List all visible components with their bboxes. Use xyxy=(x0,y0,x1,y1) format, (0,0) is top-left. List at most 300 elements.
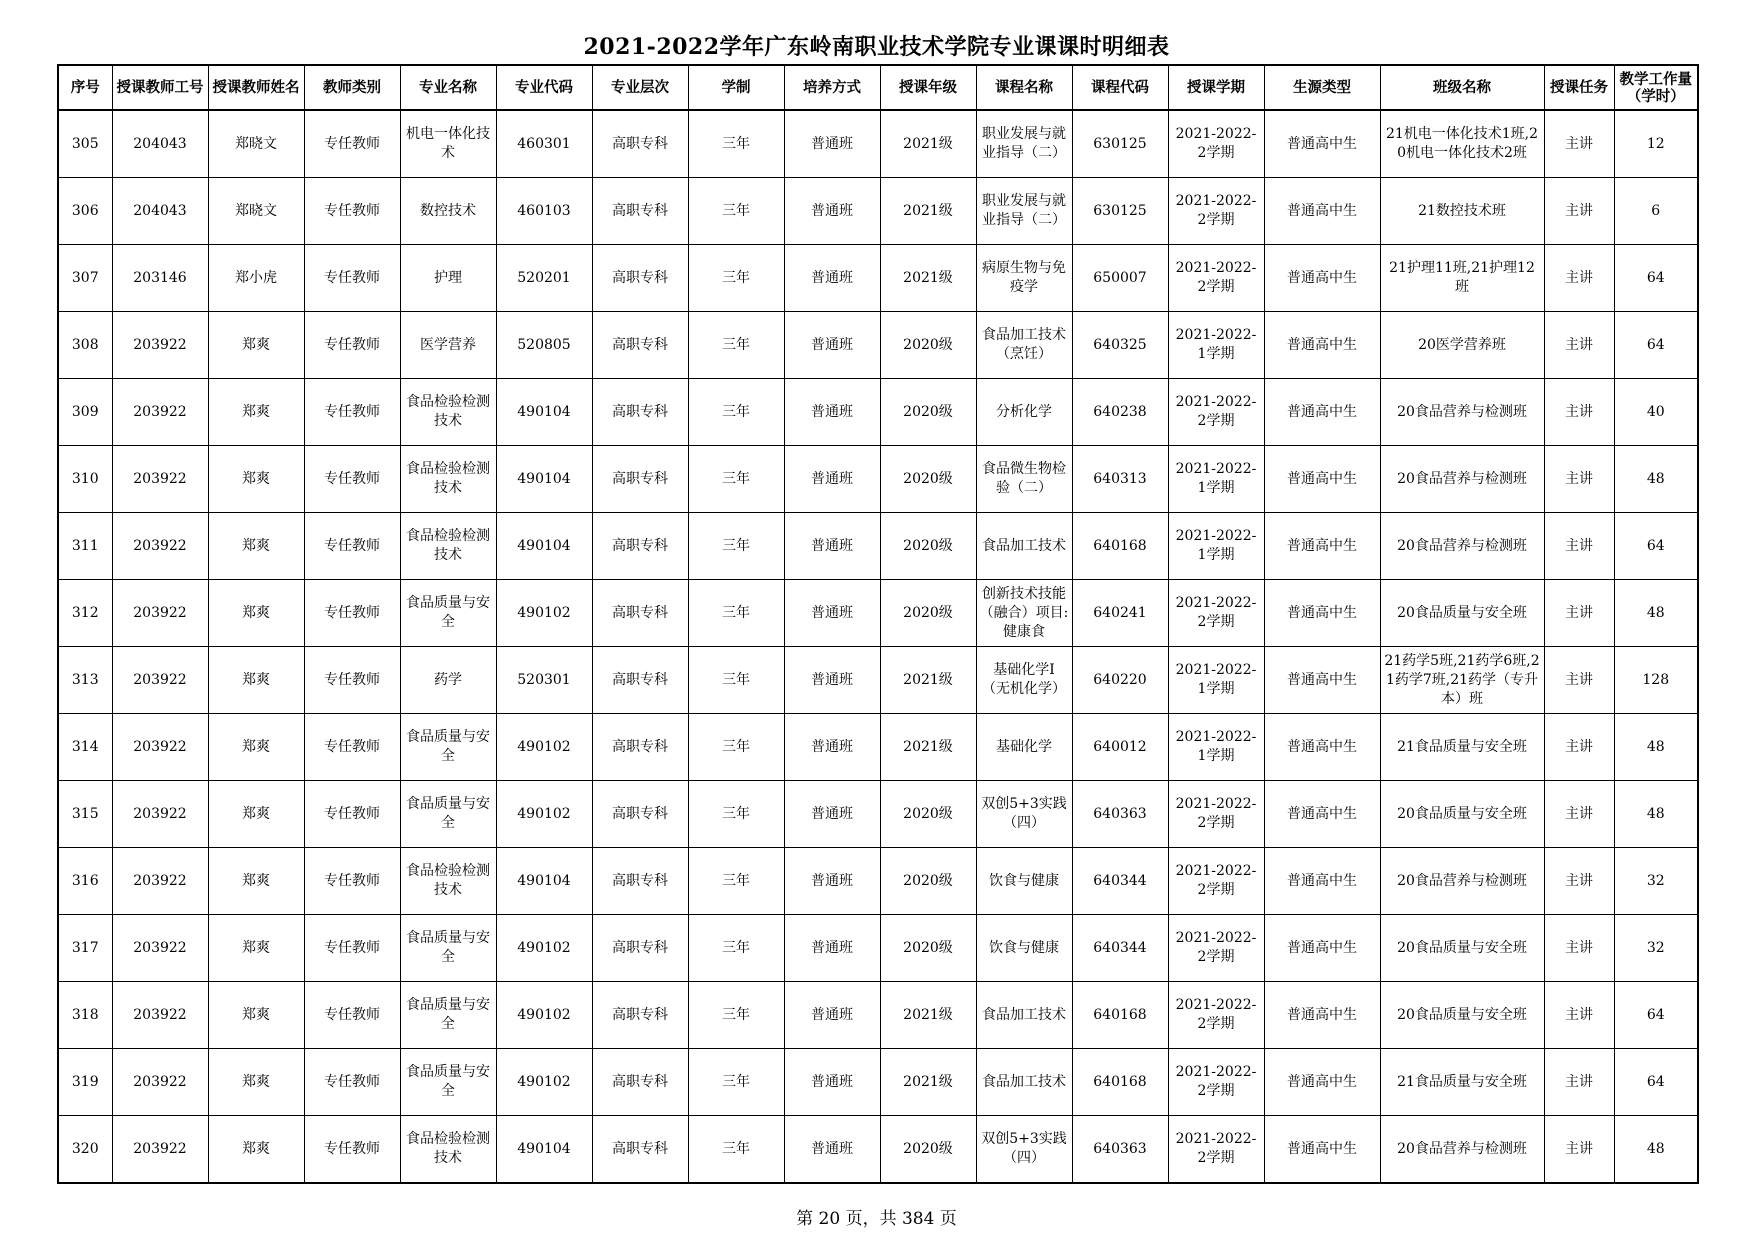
table-cell: 普通高中生 xyxy=(1264,178,1380,245)
table-cell: 2020级 xyxy=(880,1116,976,1184)
table-cell: 2021级 xyxy=(880,714,976,781)
table-cell: 203922 xyxy=(112,982,208,1049)
column-header: 授课年级 xyxy=(880,65,976,110)
table-cell: 640344 xyxy=(1072,848,1168,915)
table-cell: 食品质量与安全 xyxy=(400,982,496,1049)
table-cell: 郑爽 xyxy=(208,982,304,1049)
table-cell: 高职专科 xyxy=(592,1049,688,1116)
column-header: 生源类型 xyxy=(1264,65,1380,110)
table-cell: 309 xyxy=(58,379,112,446)
table-cell: 专任教师 xyxy=(304,848,400,915)
table-cell: 普通班 xyxy=(784,848,880,915)
table-cell: 高职专科 xyxy=(592,379,688,446)
table-cell: 职业发展与就业指导（二） xyxy=(976,110,1072,178)
table-cell: 专任教师 xyxy=(304,178,400,245)
table-cell: 三年 xyxy=(688,110,784,178)
table-cell: 普通高中生 xyxy=(1264,245,1380,312)
table-cell: 2021-2022-2学期 xyxy=(1168,1049,1264,1116)
table-cell: 专任教师 xyxy=(304,580,400,647)
table-cell: 专任教师 xyxy=(304,714,400,781)
table-cell: 食品加工技术 xyxy=(976,513,1072,580)
table-cell: 高职专科 xyxy=(592,245,688,312)
table-cell: 普通高中生 xyxy=(1264,580,1380,647)
table-cell: 三年 xyxy=(688,580,784,647)
table-cell: 640325 xyxy=(1072,312,1168,379)
table-cell: 490104 xyxy=(496,848,592,915)
table-cell: 高职专科 xyxy=(592,714,688,781)
table-header-row xyxy=(58,65,1698,110)
table-cell: 490104 xyxy=(496,513,592,580)
table-cell: 郑爽 xyxy=(208,781,304,848)
table-cell: 490102 xyxy=(496,580,592,647)
column-header: 授课学期 xyxy=(1168,65,1264,110)
table-cell: 203922 xyxy=(112,1116,208,1184)
table-cell: 21药学5班,21药学6班,21药学7班,21药学（专升本）班 xyxy=(1380,647,1544,714)
table-cell: 640238 xyxy=(1072,379,1168,446)
table-cell: 基础化学 xyxy=(976,714,1072,781)
table-cell: 305 xyxy=(58,110,112,178)
table-cell: 630125 xyxy=(1072,110,1168,178)
table-cell: 313 xyxy=(58,647,112,714)
table-cell: 2021-2022-2学期 xyxy=(1168,110,1264,178)
table-cell: 普通班 xyxy=(784,1049,880,1116)
table-cell: 2021-2022-1学期 xyxy=(1168,513,1264,580)
table-cell: 普通高中生 xyxy=(1264,312,1380,379)
table-cell: 650007 xyxy=(1072,245,1168,312)
table-cell: 203922 xyxy=(112,580,208,647)
table-cell: 2021-2022-2学期 xyxy=(1168,245,1264,312)
table-cell: 48 xyxy=(1614,1116,1698,1184)
table-cell: 307 xyxy=(58,245,112,312)
column-header: 序号 xyxy=(58,65,112,110)
table-cell: 食品质量与安全 xyxy=(400,915,496,982)
table-cell: 郑爽 xyxy=(208,446,304,513)
table-cell: 三年 xyxy=(688,446,784,513)
table-cell: 640220 xyxy=(1072,647,1168,714)
table-cell: 专任教师 xyxy=(304,647,400,714)
table-cell: 20食品营养与检测班 xyxy=(1380,513,1544,580)
table-cell: 主讲 xyxy=(1544,848,1614,915)
table-cell: 2021-2022-2学期 xyxy=(1168,982,1264,1049)
table-cell: 主讲 xyxy=(1544,982,1614,1049)
column-header: 授课教师姓名 xyxy=(208,65,304,110)
table-cell: 主讲 xyxy=(1544,580,1614,647)
table-cell: 520805 xyxy=(496,312,592,379)
table-cell: 食品加工技术 xyxy=(976,982,1072,1049)
table-cell: 20食品营养与检测班 xyxy=(1380,446,1544,513)
table-cell: 640241 xyxy=(1072,580,1168,647)
table-cell: 郑爽 xyxy=(208,1116,304,1184)
table-cell: 490102 xyxy=(496,714,592,781)
table-row xyxy=(58,714,1698,781)
page-footer: 第 20 页，共 384 页 xyxy=(796,1209,957,1229)
table-cell: 专任教师 xyxy=(304,312,400,379)
table-cell: 郑爽 xyxy=(208,848,304,915)
table-body xyxy=(58,110,1698,1183)
table-cell: 主讲 xyxy=(1544,379,1614,446)
table-cell: 20食品质量与安全班 xyxy=(1380,781,1544,848)
table-cell: 郑晓文 xyxy=(208,178,304,245)
table-cell: 高职专科 xyxy=(592,647,688,714)
table-cell: 三年 xyxy=(688,245,784,312)
table-cell: 普通班 xyxy=(784,647,880,714)
table-cell: 2021-2022-2学期 xyxy=(1168,580,1264,647)
table-cell: 主讲 xyxy=(1544,110,1614,178)
table-cell: 640012 xyxy=(1072,714,1168,781)
table-cell: 203922 xyxy=(112,781,208,848)
table-cell: 640344 xyxy=(1072,915,1168,982)
table-cell: 食品质量与安全 xyxy=(400,781,496,848)
table-cell: 2020级 xyxy=(880,446,976,513)
table-cell: 48 xyxy=(1614,446,1698,513)
table-cell: 普通高中生 xyxy=(1264,379,1380,446)
table-cell: 20食品营养与检测班 xyxy=(1380,848,1544,915)
table-cell: 高职专科 xyxy=(592,110,688,178)
table-cell: 普通班 xyxy=(784,513,880,580)
table-cell: 三年 xyxy=(688,178,784,245)
table-cell: 490102 xyxy=(496,1049,592,1116)
table-cell: 主讲 xyxy=(1544,245,1614,312)
table-cell: 郑爽 xyxy=(208,1049,304,1116)
table-cell: 2020级 xyxy=(880,312,976,379)
table-cell: 2020级 xyxy=(880,580,976,647)
table-cell: 2021-2022-1学期 xyxy=(1168,312,1264,379)
table-cell: 高职专科 xyxy=(592,1116,688,1184)
table-cell: 病原生物与免疫学 xyxy=(976,245,1072,312)
table-cell: 药学 xyxy=(400,647,496,714)
table-cell: 520201 xyxy=(496,245,592,312)
table-cell: 普通高中生 xyxy=(1264,848,1380,915)
table-cell: 630125 xyxy=(1072,178,1168,245)
table-cell: 食品微生物检验（二） xyxy=(976,446,1072,513)
table-cell: 高职专科 xyxy=(592,312,688,379)
column-header: 班级名称 xyxy=(1380,65,1544,110)
table-cell: 普通班 xyxy=(784,110,880,178)
table-cell: 21护理11班,21护理12班 xyxy=(1380,245,1544,312)
table-cell: 三年 xyxy=(688,312,784,379)
table-cell: 郑晓文 xyxy=(208,110,304,178)
table-cell: 分析化学 xyxy=(976,379,1072,446)
table-cell: 主讲 xyxy=(1544,915,1614,982)
table-cell: 314 xyxy=(58,714,112,781)
table-cell: 203922 xyxy=(112,312,208,379)
table-cell: 普通高中生 xyxy=(1264,781,1380,848)
table-cell: 高职专科 xyxy=(592,848,688,915)
table-cell: 郑爽 xyxy=(208,312,304,379)
table-cell: 32 xyxy=(1614,915,1698,982)
table-cell: 普通高中生 xyxy=(1264,513,1380,580)
table-cell: 490102 xyxy=(496,915,592,982)
table-cell: 饮食与健康 xyxy=(976,848,1072,915)
table-cell: 普通高中生 xyxy=(1264,915,1380,982)
table-cell: 郑小虎 xyxy=(208,245,304,312)
table-cell: 普通班 xyxy=(784,915,880,982)
column-header: 课程代码 xyxy=(1072,65,1168,110)
table-cell: 双创5+3实践（四） xyxy=(976,1116,1072,1184)
table-cell: 2020级 xyxy=(880,848,976,915)
table-cell: 2020级 xyxy=(880,915,976,982)
table-cell: 128 xyxy=(1614,647,1698,714)
table-cell: 48 xyxy=(1614,714,1698,781)
table-cell: 203922 xyxy=(112,513,208,580)
table-cell: 三年 xyxy=(688,513,784,580)
table-cell: 2021-2022-1学期 xyxy=(1168,647,1264,714)
table-cell: 普通高中生 xyxy=(1264,982,1380,1049)
table-cell: 317 xyxy=(58,915,112,982)
table-cell: 520301 xyxy=(496,647,592,714)
column-header: 培养方式 xyxy=(784,65,880,110)
table-cell: 2021级 xyxy=(880,1049,976,1116)
table-row xyxy=(58,110,1698,178)
table-cell: 高职专科 xyxy=(592,513,688,580)
table-cell: 食品检验检测技术 xyxy=(400,1116,496,1184)
table-cell: 48 xyxy=(1614,580,1698,647)
table-cell: 32 xyxy=(1614,848,1698,915)
table-cell: 三年 xyxy=(688,714,784,781)
table-cell: 21食品质量与安全班 xyxy=(1380,714,1544,781)
table-cell: 创新技术技能（融合）项目:健康食 xyxy=(976,580,1072,647)
table-cell: 普通班 xyxy=(784,379,880,446)
column-header: 专业名称 xyxy=(400,65,496,110)
course-hours-table xyxy=(57,64,1699,1184)
table-cell: 203922 xyxy=(112,446,208,513)
table-cell: 普通班 xyxy=(784,446,880,513)
table-cell: 319 xyxy=(58,1049,112,1116)
table-cell: 高职专科 xyxy=(592,446,688,513)
table-cell: 专任教师 xyxy=(304,379,400,446)
table-cell: 6 xyxy=(1614,178,1698,245)
table-cell: 职业发展与就业指导（二） xyxy=(976,178,1072,245)
table-cell: 203922 xyxy=(112,848,208,915)
table-cell: 郑爽 xyxy=(208,379,304,446)
table-cell: 204043 xyxy=(112,110,208,178)
table-cell: 食品检验检测技术 xyxy=(400,379,496,446)
table-cell: 204043 xyxy=(112,178,208,245)
table-cell: 机电一体化技术 xyxy=(400,110,496,178)
table-cell: 郑爽 xyxy=(208,647,304,714)
table-cell: 2021级 xyxy=(880,110,976,178)
table-cell: 三年 xyxy=(688,1116,784,1184)
table-cell: 三年 xyxy=(688,379,784,446)
table-cell: 普通班 xyxy=(784,245,880,312)
table-cell: 316 xyxy=(58,848,112,915)
table-cell: 640363 xyxy=(1072,1116,1168,1184)
table-row xyxy=(58,446,1698,513)
table-cell: 普通高中生 xyxy=(1264,714,1380,781)
table-cell: 郑爽 xyxy=(208,915,304,982)
table-cell: 203922 xyxy=(112,915,208,982)
table-row xyxy=(58,312,1698,379)
table-cell: 高职专科 xyxy=(592,781,688,848)
table-cell: 490102 xyxy=(496,781,592,848)
column-header: 学制 xyxy=(688,65,784,110)
table-row xyxy=(58,513,1698,580)
document-title: 2021-2022学年广东岭南职业技术学院专业课课时明细表 xyxy=(583,34,1170,60)
table-cell: 普通班 xyxy=(784,982,880,1049)
table-cell: 2021-2022-1学期 xyxy=(1168,714,1264,781)
table-cell: 普通高中生 xyxy=(1264,1049,1380,1116)
table-cell: 21机电一体化技术1班,20机电一体化技术2班 xyxy=(1380,110,1544,178)
table-cell: 食品加工技术（烹饪） xyxy=(976,312,1072,379)
table-row xyxy=(58,1049,1698,1116)
table-row xyxy=(58,379,1698,446)
table-cell: 2021级 xyxy=(880,245,976,312)
table-cell: 普通高中生 xyxy=(1264,647,1380,714)
column-header: 教学工作量（学时） xyxy=(1614,65,1698,110)
table-cell: 203922 xyxy=(112,1049,208,1116)
table-cell: 专任教师 xyxy=(304,781,400,848)
table-cell: 2020级 xyxy=(880,513,976,580)
table-cell: 2021-2022-2学期 xyxy=(1168,848,1264,915)
column-header: 授课教师工号 xyxy=(112,65,208,110)
table-cell: 高职专科 xyxy=(592,580,688,647)
table-cell: 普通班 xyxy=(784,781,880,848)
table-cell: 郑爽 xyxy=(208,580,304,647)
table-cell: 主讲 xyxy=(1544,714,1614,781)
table-row xyxy=(58,1116,1698,1184)
table-cell: 2020级 xyxy=(880,379,976,446)
table-cell: 2020级 xyxy=(880,781,976,848)
table-cell: 食品检验检测技术 xyxy=(400,513,496,580)
table-cell: 专任教师 xyxy=(304,1049,400,1116)
table-cell: 三年 xyxy=(688,1049,784,1116)
table-cell: 2021级 xyxy=(880,982,976,1049)
table-cell: 基础化学I（无机化学） xyxy=(976,647,1072,714)
table-cell: 三年 xyxy=(688,781,784,848)
table-cell: 饮食与健康 xyxy=(976,915,1072,982)
table-cell: 主讲 xyxy=(1544,513,1614,580)
table-cell: 普通高中生 xyxy=(1264,110,1380,178)
table-cell: 普通班 xyxy=(784,312,880,379)
table-cell: 2021级 xyxy=(880,178,976,245)
table-cell: 2021-2022-1学期 xyxy=(1168,446,1264,513)
column-header: 教师类别 xyxy=(304,65,400,110)
table-cell: 315 xyxy=(58,781,112,848)
table-cell: 三年 xyxy=(688,647,784,714)
table-cell: 308 xyxy=(58,312,112,379)
table-cell: 20食品营养与检测班 xyxy=(1380,379,1544,446)
table-cell: 2021级 xyxy=(880,647,976,714)
table-cell: 2021-2022-2学期 xyxy=(1168,1116,1264,1184)
table-cell: 食品质量与安全 xyxy=(400,1049,496,1116)
table-cell: 12 xyxy=(1614,110,1698,178)
table-cell: 主讲 xyxy=(1544,781,1614,848)
table-row xyxy=(58,580,1698,647)
table-cell: 专任教师 xyxy=(304,982,400,1049)
column-header: 课程名称 xyxy=(976,65,1072,110)
table-cell: 21数控技术班 xyxy=(1380,178,1544,245)
table-cell: 双创5+3实践（四） xyxy=(976,781,1072,848)
table-cell: 主讲 xyxy=(1544,647,1614,714)
table-cell: 640168 xyxy=(1072,1049,1168,1116)
table-cell: 640168 xyxy=(1072,982,1168,1049)
column-header: 授课任务 xyxy=(1544,65,1614,110)
table-row xyxy=(58,245,1698,312)
column-header: 专业层次 xyxy=(592,65,688,110)
table-cell: 数控技术 xyxy=(400,178,496,245)
table-cell: 主讲 xyxy=(1544,178,1614,245)
table-cell: 203146 xyxy=(112,245,208,312)
table-cell: 专任教师 xyxy=(304,1116,400,1184)
table-cell: 312 xyxy=(58,580,112,647)
table-cell: 2021-2022-2学期 xyxy=(1168,379,1264,446)
table-cell: 460301 xyxy=(496,110,592,178)
table-cell: 64 xyxy=(1614,1049,1698,1116)
table-cell: 食品加工技术 xyxy=(976,1049,1072,1116)
table-cell: 310 xyxy=(58,446,112,513)
table-cell: 普通班 xyxy=(784,178,880,245)
table-cell: 320 xyxy=(58,1116,112,1184)
table-row xyxy=(58,915,1698,982)
table-cell: 食品检验检测技术 xyxy=(400,446,496,513)
table-cell: 20食品质量与安全班 xyxy=(1380,580,1544,647)
table-cell: 三年 xyxy=(688,915,784,982)
table-cell: 主讲 xyxy=(1544,446,1614,513)
table-cell: 48 xyxy=(1614,781,1698,848)
table-cell: 490104 xyxy=(496,1116,592,1184)
table-row xyxy=(58,848,1698,915)
table-cell: 郑爽 xyxy=(208,513,304,580)
table-cell: 490102 xyxy=(496,982,592,1049)
table-cell: 40 xyxy=(1614,379,1698,446)
table-cell: 640168 xyxy=(1072,513,1168,580)
table-cell: 203922 xyxy=(112,714,208,781)
table-cell: 主讲 xyxy=(1544,1116,1614,1184)
table-row xyxy=(58,178,1698,245)
table-cell: 2021-2022-2学期 xyxy=(1168,781,1264,848)
table-cell: 食品检验检测技术 xyxy=(400,848,496,915)
table-cell: 医学营养 xyxy=(400,312,496,379)
table-cell: 64 xyxy=(1614,245,1698,312)
table-cell: 普通班 xyxy=(784,1116,880,1184)
table-cell: 专任教师 xyxy=(304,513,400,580)
table-cell: 专任教师 xyxy=(304,110,400,178)
table-cell: 203922 xyxy=(112,379,208,446)
table-row xyxy=(58,781,1698,848)
table-cell: 64 xyxy=(1614,312,1698,379)
table-cell: 20食品营养与检测班 xyxy=(1380,1116,1544,1184)
table-cell: 专任教师 xyxy=(304,915,400,982)
table-row xyxy=(58,647,1698,714)
table-cell: 20医学营养班 xyxy=(1380,312,1544,379)
table-cell: 普通高中生 xyxy=(1264,446,1380,513)
table-cell: 主讲 xyxy=(1544,1049,1614,1116)
table-cell: 490104 xyxy=(496,446,592,513)
table-cell: 三年 xyxy=(688,848,784,915)
table-cell: 高职专科 xyxy=(592,915,688,982)
table-cell: 20食品质量与安全班 xyxy=(1380,915,1544,982)
table-cell: 2021-2022-2学期 xyxy=(1168,915,1264,982)
table-cell: 护理 xyxy=(400,245,496,312)
table-cell: 普通高中生 xyxy=(1264,1116,1380,1184)
table-cell: 三年 xyxy=(688,982,784,1049)
table-cell: 主讲 xyxy=(1544,312,1614,379)
table-cell: 郑爽 xyxy=(208,714,304,781)
table-cell: 食品质量与安全 xyxy=(400,580,496,647)
table-cell: 306 xyxy=(58,178,112,245)
table-cell: 64 xyxy=(1614,982,1698,1049)
table-cell: 460103 xyxy=(496,178,592,245)
table-cell: 普通班 xyxy=(784,714,880,781)
table-cell: 食品质量与安全 xyxy=(400,714,496,781)
table-cell: 640363 xyxy=(1072,781,1168,848)
table-cell: 专任教师 xyxy=(304,446,400,513)
table-cell: 高职专科 xyxy=(592,982,688,1049)
table-cell: 640313 xyxy=(1072,446,1168,513)
table-cell: 高职专科 xyxy=(592,178,688,245)
column-header: 专业代码 xyxy=(496,65,592,110)
table-cell: 203922 xyxy=(112,647,208,714)
